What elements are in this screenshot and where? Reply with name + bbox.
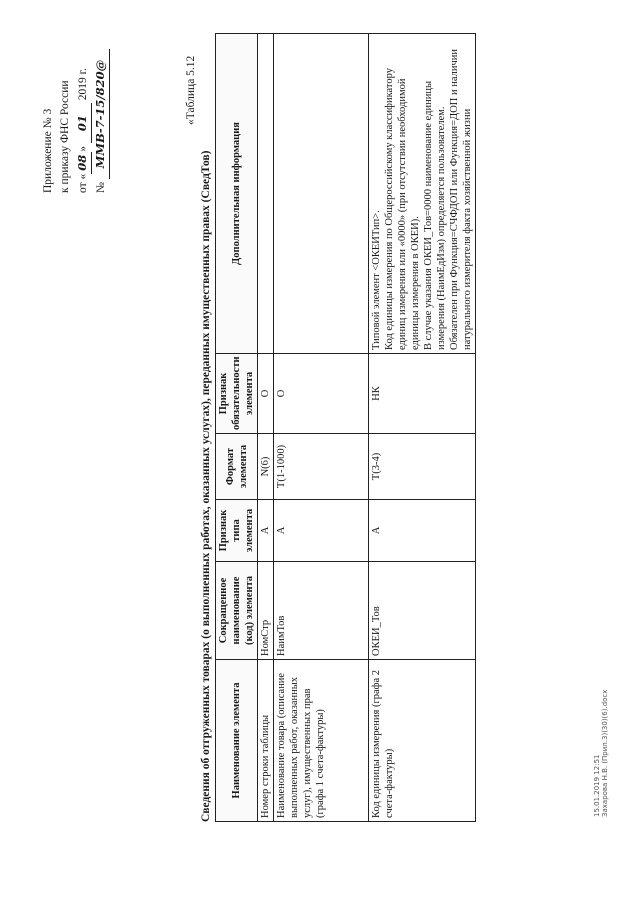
date-mid: »	[77, 146, 89, 152]
cell-name: Номер строки таблицы	[258, 660, 274, 822]
cell-format: Т(3-4)	[369, 434, 476, 500]
date-year: 2019 г.	[77, 68, 89, 101]
cell-name: Код единицы измерения (графа 2 счета-фактуры)	[369, 660, 476, 822]
cell-code: НомСтр	[258, 562, 274, 660]
table-header-row	[216, 34, 258, 822]
cell-required: НК	[369, 354, 476, 434]
table-title: Сведения об отгруженных товарах (о выполненных работах, оказанных услугах), переданных имущественных правах (СведТов)	[200, 150, 212, 822]
table-row	[369, 34, 476, 822]
number-prefix: №	[95, 182, 107, 193]
header-code: Сокращенное наименование (код) элемента	[216, 562, 258, 660]
appendix-header	[40, 23, 110, 193]
cell-name: Наименование товара (описание выполненных работ, оказанных услуг), имущественных прав (графа 1 счета-фактуры)	[274, 660, 369, 822]
cell-type: А	[274, 500, 369, 562]
cell-required: О	[258, 354, 274, 434]
table-number: «Таблица 5.12	[185, 55, 197, 125]
cell-type: А	[369, 500, 476, 562]
cell-info	[274, 34, 369, 354]
appendix-line-1: Приложение № 3	[42, 108, 54, 193]
appendix-number-line	[92, 23, 110, 193]
cell-code: НаимТов	[274, 562, 369, 660]
table-row	[274, 34, 369, 822]
appendix-line-2: к приказу ФНС России	[59, 80, 71, 193]
cell-format: N(6)	[258, 434, 274, 500]
cell-type: А	[258, 500, 274, 562]
date-prefix: от «	[77, 173, 89, 193]
cell-code: ОКЕИ_Тов	[369, 562, 476, 660]
cell-info: Типовой элемент <ОКЕИТип>. Код единицы измерения по Общероссийскому классификатору единиц измерения или «0000» (при отсутствии необходимой единицы измерения в ОКЕИ). В случае указания ОКЕИ_Тов=0000 наименование единицы измерения (НаимЕдИзм) определяется пользователем. Обязателен при Функция=СЧФДОП или Функция=ДОП и наличии натурального измерителя факта хозяйственной жизни	[369, 34, 476, 354]
file-footer	[593, 690, 609, 817]
header-required: Признак обязательности элемента	[216, 354, 258, 434]
footer-line-1: 15.01.2019 12:51	[593, 754, 601, 817]
elements-table	[215, 33, 476, 822]
cell-required: О	[274, 354, 369, 434]
header-name: Наименование элемента	[216, 660, 258, 822]
header-format: Формат элемента	[216, 434, 258, 500]
cell-format: Т(1-1000)	[274, 434, 369, 500]
footer-line-2: Захарова Н.В. (Прил.3)(30)(6).docx	[601, 689, 609, 817]
date-day: 08	[74, 152, 92, 174]
table-row	[258, 34, 274, 822]
order-number: ММВ-7-15/820@	[92, 49, 110, 179]
appendix-date	[74, 23, 92, 193]
header-type: Признак типа элемента	[216, 500, 258, 562]
cell-info	[258, 34, 274, 354]
header-info: Дополнительная информация	[216, 34, 258, 354]
date-month: 01	[74, 103, 92, 143]
